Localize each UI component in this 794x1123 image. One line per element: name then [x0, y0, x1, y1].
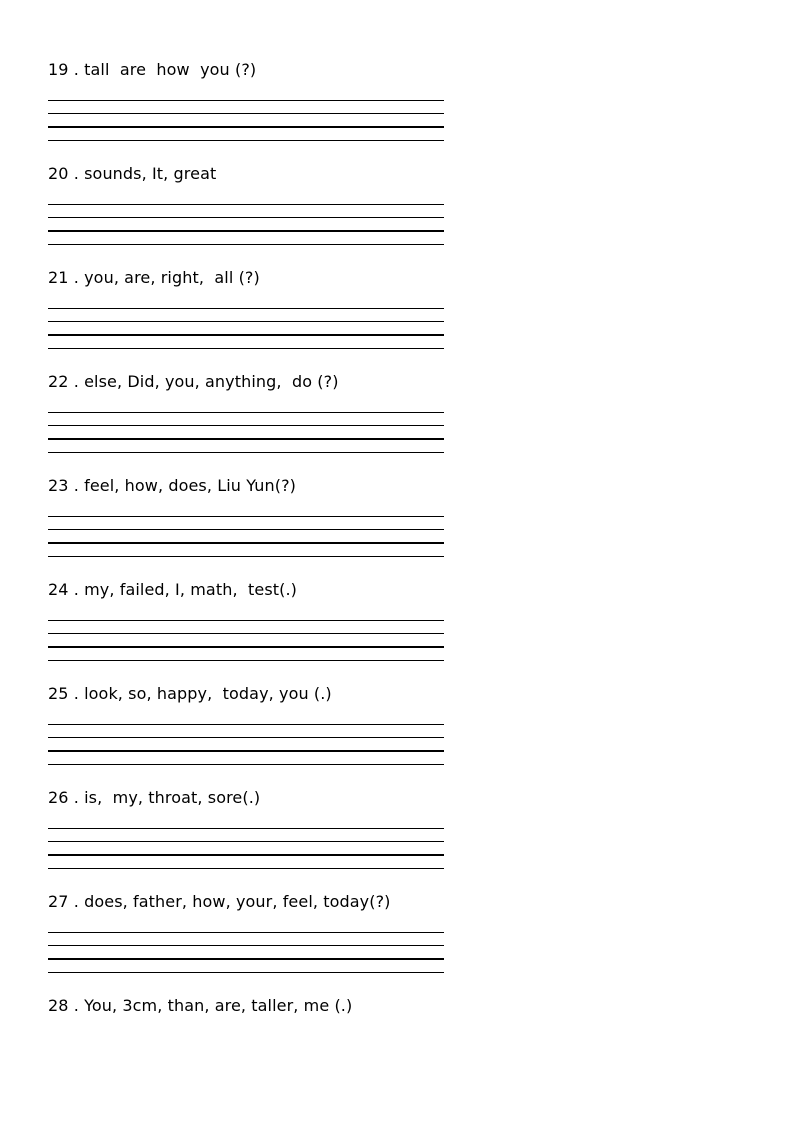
writing-baseline	[48, 542, 444, 544]
writing-baseline	[48, 958, 444, 960]
writing-line	[48, 516, 444, 517]
writing-baseline	[48, 230, 444, 232]
writing-baseline	[48, 126, 444, 128]
writing-line	[48, 972, 444, 973]
question-prompt: 26 . is, my, throat, sore(.)	[48, 788, 261, 807]
answer-lines[interactable]	[48, 828, 444, 872]
question-prompt: 28 . You, 3cm, than, are, taller, me (.)	[48, 996, 353, 1015]
question-prompt: 25 . look, so, happy, today, you (.)	[48, 684, 332, 703]
answer-lines[interactable]	[48, 204, 444, 248]
writing-line	[48, 204, 444, 205]
writing-line	[48, 764, 444, 765]
writing-line	[48, 140, 444, 141]
writing-baseline	[48, 334, 444, 336]
writing-line	[48, 868, 444, 869]
writing-line	[48, 452, 444, 453]
writing-line	[48, 660, 444, 661]
writing-line	[48, 217, 444, 218]
writing-baseline	[48, 438, 444, 440]
writing-line	[48, 348, 444, 349]
writing-line	[48, 100, 444, 101]
writing-baseline	[48, 750, 444, 752]
writing-line	[48, 737, 444, 738]
writing-line	[48, 841, 444, 842]
writing-line	[48, 529, 444, 530]
writing-line	[48, 308, 444, 309]
answer-lines[interactable]	[48, 100, 444, 144]
writing-line	[48, 945, 444, 946]
writing-line	[48, 633, 444, 634]
writing-line	[48, 244, 444, 245]
writing-line	[48, 412, 444, 413]
answer-lines[interactable]	[48, 516, 444, 560]
writing-line	[48, 828, 444, 829]
writing-line	[48, 113, 444, 114]
writing-line	[48, 425, 444, 426]
answer-lines[interactable]	[48, 932, 444, 976]
question-prompt: 23 . feel, how, does, Liu Yun(?)	[48, 476, 297, 495]
writing-line	[48, 620, 444, 621]
question-prompt: 19 . tall are how you (?)	[48, 60, 257, 79]
writing-line	[48, 556, 444, 557]
question-prompt: 21 . you, are, right, all (?)	[48, 268, 260, 287]
writing-line	[48, 932, 444, 933]
answer-lines[interactable]	[48, 724, 444, 768]
answer-lines[interactable]	[48, 308, 444, 352]
question-prompt: 20 . sounds, It, great	[48, 164, 217, 183]
writing-baseline	[48, 854, 444, 856]
question-prompt: 22 . else, Did, you, anything, do (?)	[48, 372, 339, 391]
answer-lines[interactable]	[48, 412, 444, 456]
writing-baseline	[48, 646, 444, 648]
writing-line	[48, 724, 444, 725]
writing-line	[48, 321, 444, 322]
question-prompt: 27 . does, father, how, your, feel, today(?)	[48, 892, 391, 911]
answer-lines[interactable]	[48, 620, 444, 664]
question-prompt: 24 . my, failed, I, math, test(.)	[48, 580, 297, 599]
